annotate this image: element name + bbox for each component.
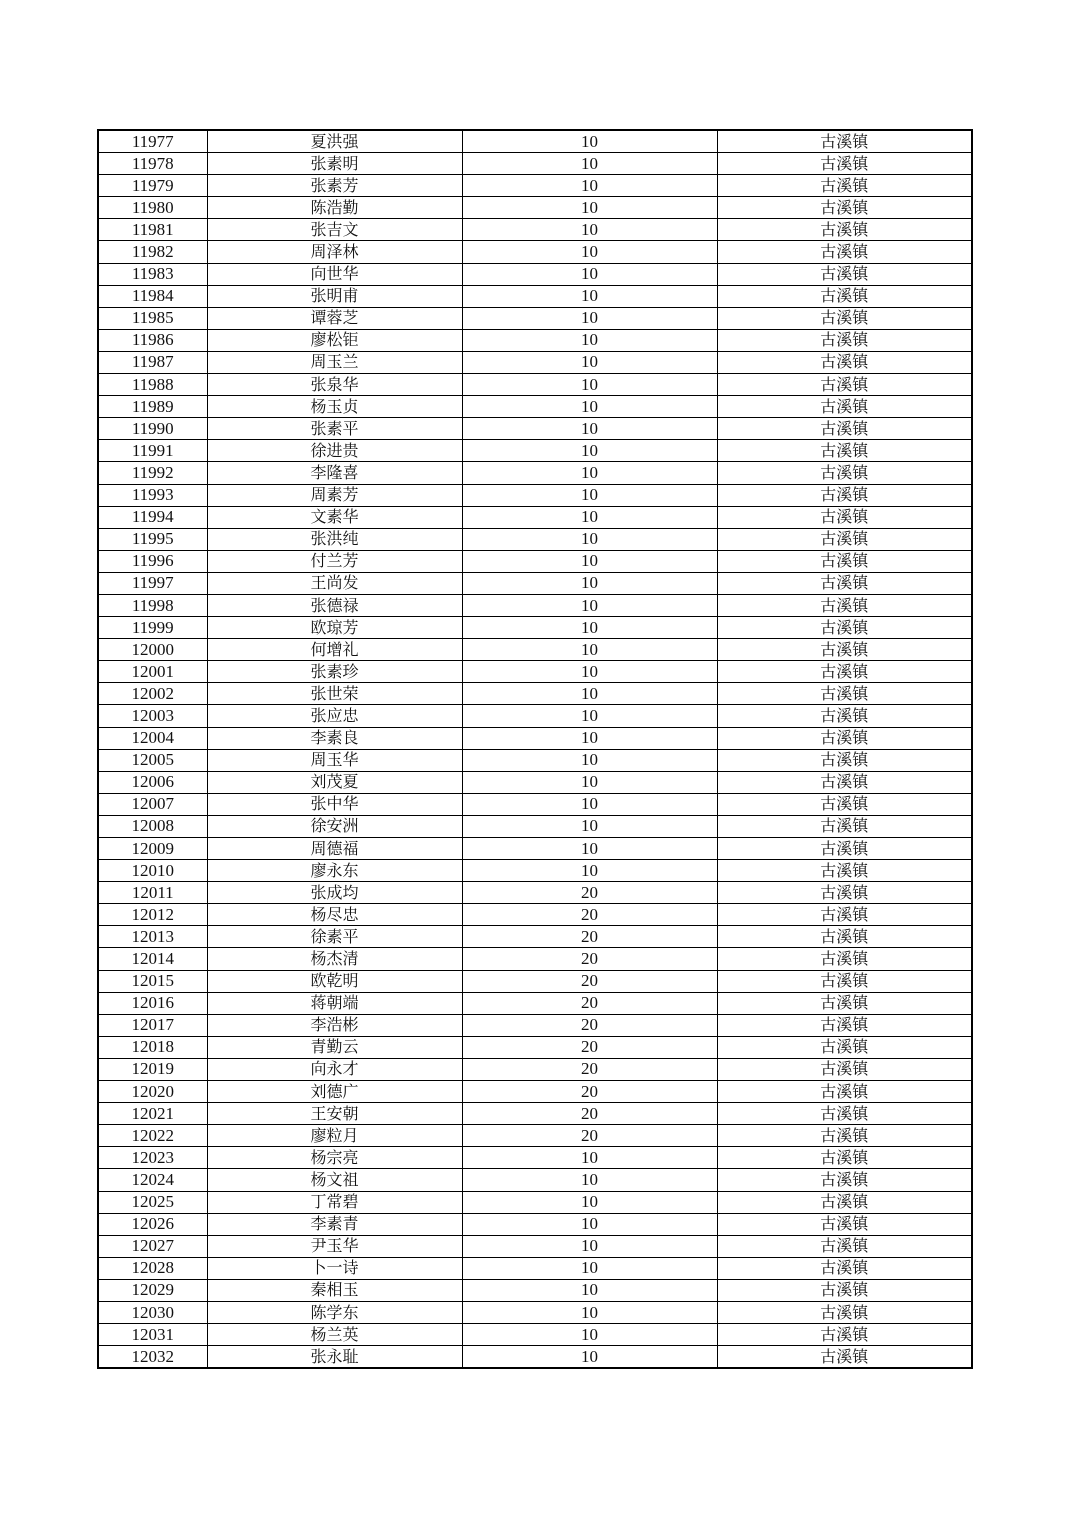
town-cell: 古溪镇 [717, 572, 972, 594]
name-cell: 张吉文 [207, 219, 462, 241]
name-cell: 李隆喜 [207, 462, 462, 484]
table-row [98, 1103, 972, 1125]
name-cell: 尹玉华 [207, 1235, 462, 1257]
name-cell: 李素良 [207, 727, 462, 749]
town-cell: 古溪镇 [717, 926, 972, 948]
amount-cell: 10 [462, 175, 717, 197]
amount-cell: 10 [462, 705, 717, 727]
serial-number-cell: 12003 [98, 705, 207, 727]
amount-cell: 10 [462, 197, 717, 219]
name-cell: 丁常碧 [207, 1191, 462, 1213]
amount-cell: 10 [462, 374, 717, 396]
amount-cell: 20 [462, 904, 717, 926]
name-cell: 杨文祖 [207, 1169, 462, 1191]
amount-cell: 10 [462, 418, 717, 440]
table-row [98, 661, 972, 683]
serial-number-cell: 12031 [98, 1324, 207, 1346]
name-cell: 周泽林 [207, 241, 462, 263]
name-cell: 欧乾明 [207, 970, 462, 992]
amount-cell: 10 [462, 1346, 717, 1369]
town-cell: 古溪镇 [717, 241, 972, 263]
name-cell: 徐安洲 [207, 815, 462, 837]
name-cell: 欧琼芳 [207, 617, 462, 639]
town-cell: 古溪镇 [717, 484, 972, 506]
data-table [97, 129, 973, 1369]
town-cell: 古溪镇 [717, 639, 972, 661]
town-cell: 古溪镇 [717, 727, 972, 749]
table-row [98, 639, 972, 661]
name-cell: 张德禄 [207, 594, 462, 616]
amount-cell: 10 [462, 727, 717, 749]
amount-cell: 10 [462, 661, 717, 683]
amount-cell: 10 [462, 307, 717, 329]
serial-number-cell: 11992 [98, 462, 207, 484]
town-cell: 古溪镇 [717, 594, 972, 616]
table-row [98, 550, 972, 572]
serial-number-cell: 12032 [98, 1346, 207, 1369]
serial-number-cell: 11990 [98, 418, 207, 440]
table-row [98, 617, 972, 639]
amount-cell: 10 [462, 241, 717, 263]
table-row [98, 749, 972, 771]
serial-number-cell: 11987 [98, 351, 207, 373]
name-cell: 廖永东 [207, 860, 462, 882]
serial-number-cell: 11986 [98, 329, 207, 351]
amount-cell: 10 [462, 153, 717, 175]
town-cell: 古溪镇 [717, 462, 972, 484]
town-cell: 古溪镇 [717, 1169, 972, 1191]
amount-cell: 10 [462, 838, 717, 860]
serial-number-cell: 12004 [98, 727, 207, 749]
town-cell: 古溪镇 [717, 440, 972, 462]
amount-cell: 10 [462, 329, 717, 351]
name-cell: 谭蓉芝 [207, 307, 462, 329]
table-row [98, 705, 972, 727]
town-cell: 古溪镇 [717, 1301, 972, 1323]
amount-cell: 10 [462, 860, 717, 882]
town-cell: 古溪镇 [717, 329, 972, 351]
table-row [98, 992, 972, 1014]
serial-number-cell: 12010 [98, 860, 207, 882]
amount-cell: 10 [462, 749, 717, 771]
amount-cell: 10 [462, 594, 717, 616]
table-row [98, 948, 972, 970]
amount-cell: 10 [462, 639, 717, 661]
table-row [98, 197, 972, 219]
town-cell: 古溪镇 [717, 1235, 972, 1257]
town-cell: 古溪镇 [717, 1257, 972, 1279]
table-row [98, 1014, 972, 1036]
amount-cell: 20 [462, 1081, 717, 1103]
table-row [98, 815, 972, 837]
town-cell: 古溪镇 [717, 793, 972, 815]
amount-cell: 10 [462, 793, 717, 815]
serial-number-cell: 12026 [98, 1213, 207, 1235]
name-cell: 秦相玉 [207, 1279, 462, 1301]
amount-cell: 10 [462, 506, 717, 528]
table-row [98, 241, 972, 263]
amount-cell: 20 [462, 1103, 717, 1125]
table-row [98, 329, 972, 351]
amount-cell: 20 [462, 1125, 717, 1147]
town-cell: 古溪镇 [717, 374, 972, 396]
name-cell: 周玉兰 [207, 351, 462, 373]
amount-cell: 10 [462, 440, 717, 462]
town-cell: 古溪镇 [717, 1058, 972, 1080]
table-row [98, 418, 972, 440]
table-row [98, 860, 972, 882]
serial-number-cell: 12025 [98, 1191, 207, 1213]
amount-cell: 20 [462, 1014, 717, 1036]
amount-cell: 10 [462, 683, 717, 705]
town-cell: 古溪镇 [717, 1125, 972, 1147]
town-cell: 古溪镇 [717, 838, 972, 860]
town-cell: 古溪镇 [717, 153, 972, 175]
table-row [98, 1036, 972, 1058]
serial-number-cell: 12012 [98, 904, 207, 926]
town-cell: 古溪镇 [717, 1346, 972, 1369]
name-cell: 周素芳 [207, 484, 462, 506]
name-cell: 廖松钜 [207, 329, 462, 351]
amount-cell: 10 [462, 1169, 717, 1191]
town-cell: 古溪镇 [717, 1324, 972, 1346]
table-row [98, 683, 972, 705]
name-cell: 何增礼 [207, 639, 462, 661]
serial-number-cell: 11982 [98, 241, 207, 263]
serial-number-cell: 11977 [98, 130, 207, 153]
serial-number-cell: 12001 [98, 661, 207, 683]
table-row [98, 462, 972, 484]
name-cell: 向永才 [207, 1058, 462, 1080]
name-cell: 刘茂夏 [207, 771, 462, 793]
town-cell: 古溪镇 [717, 882, 972, 904]
serial-number-cell: 12013 [98, 926, 207, 948]
table-row [98, 528, 972, 550]
name-cell: 卜一诗 [207, 1257, 462, 1279]
town-cell: 古溪镇 [717, 1213, 972, 1235]
town-cell: 古溪镇 [717, 771, 972, 793]
serial-number-cell: 11999 [98, 617, 207, 639]
amount-cell: 10 [462, 1235, 717, 1257]
name-cell: 张中华 [207, 793, 462, 815]
serial-number-cell: 11998 [98, 594, 207, 616]
name-cell: 向世华 [207, 263, 462, 285]
amount-cell: 10 [462, 771, 717, 793]
town-cell: 古溪镇 [717, 285, 972, 307]
serial-number-cell: 12023 [98, 1147, 207, 1169]
table-row [98, 484, 972, 506]
name-cell: 周德福 [207, 838, 462, 860]
name-cell: 陈浩勤 [207, 197, 462, 219]
amount-cell: 10 [462, 1301, 717, 1323]
serial-number-cell: 12020 [98, 1081, 207, 1103]
serial-number-cell: 12030 [98, 1301, 207, 1323]
town-cell: 古溪镇 [717, 1081, 972, 1103]
amount-cell: 10 [462, 351, 717, 373]
serial-number-cell: 11985 [98, 307, 207, 329]
serial-number-cell: 11979 [98, 175, 207, 197]
amount-cell: 10 [462, 1324, 717, 1346]
amount-cell: 20 [462, 926, 717, 948]
table-row [98, 396, 972, 418]
table-row [98, 594, 972, 616]
table-body [98, 130, 972, 1368]
table-row [98, 1125, 972, 1147]
name-cell: 夏洪强 [207, 130, 462, 153]
amount-cell: 20 [462, 1058, 717, 1080]
town-cell: 古溪镇 [717, 396, 972, 418]
amount-cell: 10 [462, 263, 717, 285]
table-row [98, 1279, 972, 1301]
table-row [98, 572, 972, 594]
serial-number-cell: 11984 [98, 285, 207, 307]
amount-cell: 10 [462, 572, 717, 594]
table-row [98, 351, 972, 373]
town-cell: 古溪镇 [717, 418, 972, 440]
name-cell: 王尚发 [207, 572, 462, 594]
town-cell: 古溪镇 [717, 948, 972, 970]
table-row [98, 130, 972, 153]
serial-number-cell: 12011 [98, 882, 207, 904]
town-cell: 古溪镇 [717, 1147, 972, 1169]
amount-cell: 20 [462, 948, 717, 970]
amount-cell: 20 [462, 992, 717, 1014]
table-row [98, 440, 972, 462]
table-row [98, 1147, 972, 1169]
table-row [98, 727, 972, 749]
serial-number-cell: 12021 [98, 1103, 207, 1125]
serial-number-cell: 12029 [98, 1279, 207, 1301]
serial-number-cell: 11978 [98, 153, 207, 175]
amount-cell: 10 [462, 285, 717, 307]
serial-number-cell: 12005 [98, 749, 207, 771]
table-row [98, 1191, 972, 1213]
table-row [98, 1346, 972, 1369]
name-cell: 青勤云 [207, 1036, 462, 1058]
table-row [98, 970, 972, 992]
town-cell: 古溪镇 [717, 1014, 972, 1036]
name-cell: 徐进贵 [207, 440, 462, 462]
amount-cell: 10 [462, 462, 717, 484]
town-cell: 古溪镇 [717, 705, 972, 727]
amount-cell: 20 [462, 970, 717, 992]
amount-cell: 10 [462, 1213, 717, 1235]
name-cell: 张成均 [207, 882, 462, 904]
amount-cell: 10 [462, 815, 717, 837]
name-cell: 杨尽忠 [207, 904, 462, 926]
name-cell: 文素华 [207, 506, 462, 528]
name-cell: 张素明 [207, 153, 462, 175]
name-cell: 付兰芳 [207, 550, 462, 572]
table-row [98, 926, 972, 948]
name-cell: 杨杰清 [207, 948, 462, 970]
town-cell: 古溪镇 [717, 263, 972, 285]
table-row [98, 263, 972, 285]
table-row [98, 1324, 972, 1346]
amount-cell: 10 [462, 550, 717, 572]
serial-number-cell: 12022 [98, 1125, 207, 1147]
serial-number-cell: 11993 [98, 484, 207, 506]
table-row [98, 771, 972, 793]
table-row [98, 307, 972, 329]
name-cell: 李素青 [207, 1213, 462, 1235]
name-cell: 张永耻 [207, 1346, 462, 1369]
amount-cell: 20 [462, 1036, 717, 1058]
amount-cell: 20 [462, 882, 717, 904]
town-cell: 古溪镇 [717, 351, 972, 373]
serial-number-cell: 11996 [98, 550, 207, 572]
town-cell: 古溪镇 [717, 617, 972, 639]
town-cell: 古溪镇 [717, 197, 972, 219]
town-cell: 古溪镇 [717, 749, 972, 771]
serial-number-cell: 11981 [98, 219, 207, 241]
serial-number-cell: 12027 [98, 1235, 207, 1257]
name-cell: 张洪纯 [207, 528, 462, 550]
serial-number-cell: 12017 [98, 1014, 207, 1036]
town-cell: 古溪镇 [717, 550, 972, 572]
town-cell: 古溪镇 [717, 1279, 972, 1301]
serial-number-cell: 12014 [98, 948, 207, 970]
town-cell: 古溪镇 [717, 1103, 972, 1125]
serial-number-cell: 12018 [98, 1036, 207, 1058]
name-cell: 蒋朝端 [207, 992, 462, 1014]
serial-number-cell: 12015 [98, 970, 207, 992]
amount-cell: 10 [462, 1279, 717, 1301]
town-cell: 古溪镇 [717, 970, 972, 992]
name-cell: 杨兰英 [207, 1324, 462, 1346]
amount-cell: 10 [462, 528, 717, 550]
name-cell: 周玉华 [207, 749, 462, 771]
table-row [98, 904, 972, 926]
table-row [98, 1213, 972, 1235]
serial-number-cell: 12007 [98, 793, 207, 815]
name-cell: 徐素平 [207, 926, 462, 948]
table-row [98, 1169, 972, 1191]
name-cell: 张泉华 [207, 374, 462, 396]
name-cell: 王安朝 [207, 1103, 462, 1125]
table-row [98, 1058, 972, 1080]
town-cell: 古溪镇 [717, 1191, 972, 1213]
serial-number-cell: 12016 [98, 992, 207, 1014]
name-cell: 张世荣 [207, 683, 462, 705]
table-row [98, 1301, 972, 1323]
serial-number-cell: 12028 [98, 1257, 207, 1279]
town-cell: 古溪镇 [717, 815, 972, 837]
serial-number-cell: 11989 [98, 396, 207, 418]
town-cell: 古溪镇 [717, 506, 972, 528]
town-cell: 古溪镇 [717, 307, 972, 329]
name-cell: 刘德广 [207, 1081, 462, 1103]
serial-number-cell: 12009 [98, 838, 207, 860]
serial-number-cell: 12000 [98, 639, 207, 661]
name-cell: 廖粒月 [207, 1125, 462, 1147]
table-row [98, 374, 972, 396]
town-cell: 古溪镇 [717, 904, 972, 926]
table-row [98, 285, 972, 307]
table-row [98, 506, 972, 528]
town-cell: 古溪镇 [717, 219, 972, 241]
table-row [98, 882, 972, 904]
serial-number-cell: 11997 [98, 572, 207, 594]
serial-number-cell: 12019 [98, 1058, 207, 1080]
serial-number-cell: 11983 [98, 263, 207, 285]
table-row [98, 175, 972, 197]
amount-cell: 10 [462, 1191, 717, 1213]
amount-cell: 10 [462, 396, 717, 418]
town-cell: 古溪镇 [717, 661, 972, 683]
serial-number-cell: 11995 [98, 528, 207, 550]
table-row [98, 793, 972, 815]
table-row [98, 153, 972, 175]
serial-number-cell: 11991 [98, 440, 207, 462]
name-cell: 张素平 [207, 418, 462, 440]
town-cell: 古溪镇 [717, 1036, 972, 1058]
table-row [98, 1081, 972, 1103]
name-cell: 杨宗亮 [207, 1147, 462, 1169]
serial-number-cell: 12008 [98, 815, 207, 837]
serial-number-cell: 12006 [98, 771, 207, 793]
name-cell: 李浩彬 [207, 1014, 462, 1036]
serial-number-cell: 12002 [98, 683, 207, 705]
amount-cell: 10 [462, 1257, 717, 1279]
town-cell: 古溪镇 [717, 992, 972, 1014]
name-cell: 陈学东 [207, 1301, 462, 1323]
serial-number-cell: 12024 [98, 1169, 207, 1191]
amount-cell: 10 [462, 617, 717, 639]
amount-cell: 10 [462, 1147, 717, 1169]
amount-cell: 10 [462, 219, 717, 241]
table-row [98, 1257, 972, 1279]
town-cell: 古溪镇 [717, 528, 972, 550]
town-cell: 古溪镇 [717, 130, 972, 153]
town-cell: 古溪镇 [717, 175, 972, 197]
name-cell: 张素芳 [207, 175, 462, 197]
amount-cell: 10 [462, 484, 717, 506]
name-cell: 张明甫 [207, 285, 462, 307]
town-cell: 古溪镇 [717, 860, 972, 882]
name-cell: 张应忠 [207, 705, 462, 727]
town-cell: 古溪镇 [717, 683, 972, 705]
name-cell: 杨玉贞 [207, 396, 462, 418]
serial-number-cell: 11994 [98, 506, 207, 528]
amount-cell: 10 [462, 130, 717, 153]
table-row [98, 1235, 972, 1257]
table-row [98, 838, 972, 860]
serial-number-cell: 11980 [98, 197, 207, 219]
serial-number-cell: 11988 [98, 374, 207, 396]
name-cell: 张素珍 [207, 661, 462, 683]
table-row [98, 219, 972, 241]
